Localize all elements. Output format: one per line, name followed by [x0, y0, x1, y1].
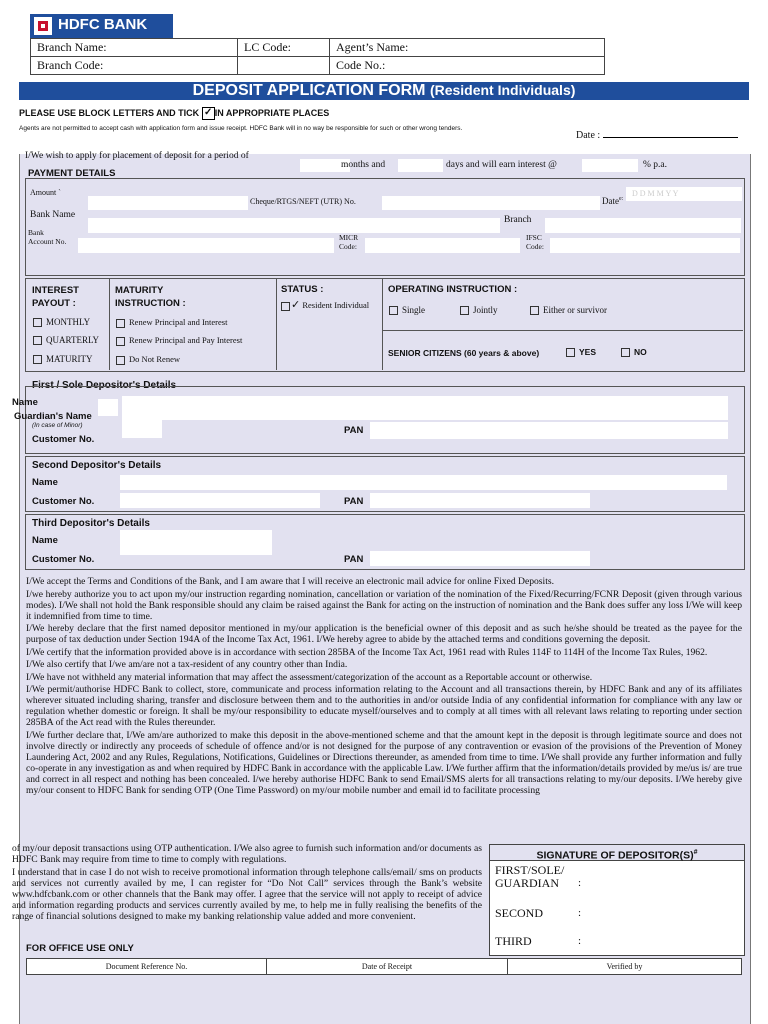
first-customer-label: Customer No.	[32, 434, 95, 445]
renew-principal-interest-option[interactable]: Renew Principal and Interest	[116, 317, 227, 328]
amount-input[interactable]	[88, 196, 248, 210]
checkbox-icon	[116, 356, 125, 365]
first-pan-input[interactable]	[370, 422, 728, 439]
empty-cell	[238, 57, 330, 75]
checkbox-icon	[281, 302, 290, 311]
third-depositor-heading: Third Depositor's Details	[32, 518, 150, 529]
colon: :	[578, 907, 582, 919]
logo-text: HDFC BANK	[58, 16, 148, 33]
tick-box-icon: ✓	[202, 107, 215, 120]
interest-payout-label: INTEREST PAYOUT :	[32, 285, 79, 309]
amount-label: Amount `	[30, 188, 61, 197]
senior-yes-option[interactable]: YES	[566, 347, 596, 357]
checkbox-icon	[530, 306, 539, 315]
checkbox-icon	[460, 306, 469, 315]
bank-name-label: Bank Name	[30, 210, 76, 220]
first-name-input-cont[interactable]	[350, 396, 728, 420]
terms-text-continued: of my/our deposit transactions using OTP authentication. I/We also agree to furnish such information and/or documents as HDFC Bank may require from time to time to comply with regulations. I understand that in case I do not wish to receive promotional information through telephone calls/email/ sms on products and services not currently availed by me, I can register for “Do Not Call” services through the Bank’s website www.hdfcbank.com or other channels that the Bank may offer. I agree that the service will not apply to receipt of advice and information regarding products and services currently availed by me, to help me in fully realising the benefits of the range of financial solutions designed to make my banking relationship value added and more convenient.	[12, 843, 482, 922]
months-label: months and	[341, 160, 386, 170]
first-pan-label: PAN	[344, 425, 364, 436]
payment-date-input[interactable]: D D M M Y Y	[626, 187, 742, 201]
resident-individual-option[interactable]: ✓ Resident Individual	[281, 298, 369, 311]
second-pan-input[interactable]	[370, 493, 590, 508]
micr-label: MICR Code:	[339, 233, 359, 251]
monthly-option[interactable]: MONTHLY	[33, 317, 90, 327]
hdfc-logo	[30, 14, 173, 38]
cheque-label: Cheque/RTGS/NEFT (UTR) No.	[250, 197, 356, 206]
form-title-banner	[19, 82, 749, 100]
branch-label: Branch	[504, 215, 532, 225]
branch-input[interactable]	[545, 218, 741, 233]
signature-box	[489, 844, 745, 956]
checkbox-icon	[33, 355, 42, 364]
checkbox-icon	[116, 319, 125, 328]
first-name-label: Name	[12, 397, 38, 408]
check-mark-icon: ✓	[291, 299, 301, 311]
verified-by-header: Verified by	[508, 959, 742, 975]
third-name-input[interactable]	[120, 530, 272, 555]
checkbox-icon	[116, 337, 125, 346]
payment-date-label: Date$^{e:}$	[602, 196, 624, 206]
code-no-field[interactable]: Code No.:	[330, 57, 605, 75]
agents-note: Agents are not permitted to accept cash with application form and issue receipt. HDFC Bank will in no way be responsible for such or other wrong tenders.	[19, 125, 463, 132]
pa-label: % p.a.	[643, 160, 668, 170]
block-letters-instruction: PLEASE USE BLOCK LETTERS AND TICK ✓ IN APPROPRIATE PLACES	[19, 107, 330, 118]
third-pan-input[interactable]	[370, 551, 590, 566]
days-label: days and will earn interest @	[446, 160, 557, 170]
maturity-instruction-label: MATURITY INSTRUCTION :	[115, 285, 186, 309]
agent-name-field[interactable]: Agent’s Name:	[330, 39, 605, 57]
first-name-input[interactable]	[160, 396, 350, 420]
checkbox-icon	[389, 306, 398, 315]
office-use-heading: FOR OFFICE USE ONLY	[26, 943, 134, 954]
second-signature-label: SECOND	[495, 906, 544, 920]
divider	[276, 278, 277, 370]
third-name-label: Name	[32, 535, 58, 546]
checkbox-icon	[566, 348, 575, 357]
minor-note: (In case of Minor)	[32, 422, 83, 429]
third-customer-label: Customer No.	[32, 554, 95, 565]
senior-no-option[interactable]: NO	[621, 347, 647, 357]
ifsc-input[interactable]	[550, 238, 740, 253]
second-customer-input[interactable]	[120, 493, 320, 508]
bank-name-input[interactable]	[88, 218, 500, 233]
second-pan-label: PAN	[344, 496, 364, 507]
quarterly-option[interactable]: QUARTERLY	[33, 335, 99, 345]
first-initial-input[interactable]	[122, 396, 162, 438]
branch-name-field[interactable]: Branch Name:	[31, 39, 238, 57]
colon: :	[578, 935, 582, 947]
divider	[382, 278, 383, 370]
checkbox-icon	[621, 348, 630, 357]
jointly-option[interactable]: Jointly	[460, 305, 498, 315]
maturity-option[interactable]: MATURITY	[33, 354, 93, 364]
second-depositor-heading: Second Depositor's Details	[32, 460, 162, 471]
date-receipt-header: Date of Receipt	[267, 959, 508, 975]
single-option[interactable]: Single	[389, 305, 425, 315]
divider	[382, 330, 743, 331]
terms-text: I/We accept the Terms and Conditions of the Bank, and I am aware that I will receive an electronic mail advice for online Fixed Deposits. I/we hereby authorize you to act upon my/our instruction regarding nomination, cancellation or variation of the nomination of the Fixed/Recurring/FCNR Deposit (given through various modes). I/We shall not hold the Bank responsible should any claim be raised against the Bank for acting on the instruction of nomination and the Bank does suffer any loss I/We will keep it indemnified from time to time. I/We hereby declare that the first named depositor mentioned in my/our application is the beneficial owner of this deposit and as such he/she should be treated as the payee for the purpose of tax deduction under Section 194A of the Income Tax Act, 1961. I/We hereby agree to abide by the attached terms and conditions governing the deposit. I/We certify that the information provided above is in accordance with section 285BA of the Income Tax Act, 1961 read with Rules 114F to 114H of the Income Tax Rules, 1962. I/We also certify that I/we am/are not a tax-resident of any country other than India. I/We have not withheld any material information that may affect the assessment/categorization of the account as a Reportable account or otherwise. I/We permit/authorise HDFC Bank to collect, store, communicate and process information relating to the Account and all transactions therein, by HDFC Bank and any of its affiliates wherever situated including sharing, transfer and disclosure between them and to the authorities in and/or outside India of any confidential information for compliance with any law or regulation whether domestic or foreign. It shall be my/our responsibility to educate myself/ourselves and to comply at all times with all relevant laws relating to reporting under section 285BA of the Act read with the Rules thereunder. I/We further declare that, I/We am/are authorized to make this deposit in the above-mentioned scheme and that the amount kept in the deposit is through legitimate source and does not involve directly or indirectly any proceeds of schedule of offence and/or is not designed for the purpose of any contravention or evasion of the provisions of the Prevention of Money Laundering Act, 2002 and any Rules, Regulations, Notifications, Guidelines or Directions thereunder, as amended from time to time. I/We shall provide any further information and fully co-operate in any investigation as and when required by HDFC Bank in accordance with the applicable Law. I/We further affirm that the information/details provided by me/us is/ are true and correct in all respect and nothing has been concealed. I/we hereby authorise HDFC Bank to send Email/SMS alerts for all transactions relating to my/our deposits. I/We hereby give my/our consent to HDFC Bank for sending OTP (One Time Password) on my/our mobile number and email id to facilitate processing	[26, 576, 742, 796]
signature-heading: SIGNATURE OF DEPOSITOR(S)#	[490, 845, 744, 861]
renew-principal-pay-interest-option[interactable]: Renew Principal and Pay Interest	[116, 335, 242, 346]
colon: :	[578, 877, 582, 889]
operating-instruction-label: OPERATING INSTRUCTION :	[388, 284, 518, 295]
lc-code-field[interactable]: LC Code:	[238, 39, 330, 57]
third-pan-label: PAN	[344, 554, 364, 565]
micr-input[interactable]	[365, 238, 520, 253]
office-use-table	[26, 958, 742, 975]
interest-rate-input[interactable]	[582, 159, 638, 172]
payment-heading: PAYMENT DETAILS	[28, 168, 116, 179]
days-input[interactable]	[398, 159, 443, 172]
either-survivor-option[interactable]: Either or survivor	[530, 305, 607, 315]
form-subtitle: (Resident Individuals)	[429, 82, 576, 98]
second-customer-label: Customer No.	[32, 496, 95, 507]
status-label: STATUS :	[281, 284, 324, 295]
do-not-renew-option[interactable]: Do Not Renew	[116, 354, 180, 365]
branch-code-field[interactable]: Branch Code:	[31, 57, 238, 75]
branch-info-table	[30, 38, 605, 75]
third-signature-label: THIRD	[495, 934, 532, 948]
doc-ref-header: Document Reference No.	[27, 959, 267, 975]
cheque-input[interactable]	[382, 196, 600, 210]
first-signature-label: FIRST/SOLE/ GUARDIAN	[495, 863, 565, 890]
checkbox-icon	[33, 318, 42, 327]
first-depositor-heading: First / Sole Depositor's Details	[32, 380, 177, 391]
guardian-name-label: Guardian's Name	[14, 411, 92, 422]
first-title-input[interactable]	[98, 399, 118, 416]
date-field[interactable]: Date :	[576, 130, 738, 141]
ifsc-label: IFSC Code:	[526, 233, 544, 251]
logo-mark-icon	[34, 17, 52, 35]
senior-citizens-label: SENIOR CITIZENS (60 years & above)	[388, 348, 540, 358]
divider	[109, 278, 110, 370]
checkbox-icon	[33, 336, 42, 345]
date-line[interactable]	[603, 137, 738, 138]
account-label: Bank Account No.	[28, 228, 67, 246]
second-name-input[interactable]	[120, 475, 727, 490]
period-intro: I/We wish to apply for placement of deposit for a period of	[25, 151, 249, 161]
second-name-label: Name	[32, 477, 58, 488]
account-no-input[interactable]	[78, 238, 334, 253]
form-title: DEPOSIT APPLICATION FORM	[192, 82, 426, 99]
